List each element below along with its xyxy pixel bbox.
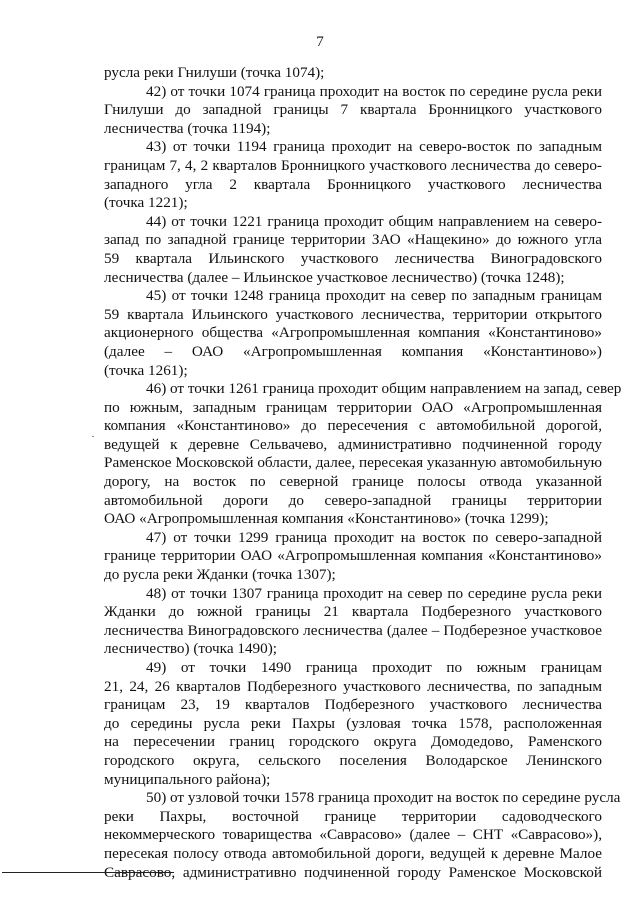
text-line: запад по западной границе территории ЗАО «Нащекино» до южного угла (104, 231, 602, 249)
text-line: компания «Константиново» до пересечения с автомобильной дорогой, (104, 417, 602, 435)
text-line: некоммерческого товарищества «Саврасово» (далее – СНТ «Саврасово»), (104, 826, 602, 844)
scan-speck (92, 436, 94, 437)
paragraph (104, 83, 602, 139)
text-line: 59 квартала Ильинского участкового лесничества, территории открытого (104, 305, 602, 323)
text-line: 44) от точки 1221 граница проходит общим направлением на северо- (146, 212, 602, 230)
text-line: на пересечении границ городского округа Домодедово, Раменского (104, 733, 602, 751)
text-line: лесничества (далее – Ильинское участковое лесничество) (точка 1248); (104, 268, 565, 286)
text-line: акционерного общества «Агропромышленная компания «Константиново» (104, 324, 602, 342)
text-line: границам 23, 19 кварталов Подберезного участкового лесничества (104, 696, 602, 714)
text-line: русла реки Гнилуши (точка 1074); (104, 64, 325, 81)
text-line: по южным, западным границам территории ОАО «Агропромышленная (104, 398, 602, 416)
text-line: западного угла 2 квартала Бронницкого участкового лесничества (104, 175, 602, 193)
paragraph (104, 585, 602, 659)
text-line: границе территории ОАО «Агропромышленная компания «Константиново» (104, 547, 602, 565)
paragraph (104, 380, 622, 529)
text-line: Жданки до южной границы 21 квартала Подберезного участкового (104, 603, 602, 621)
text-line: до середины русла реки Пахры (узловая точка 1578, расположенная (104, 714, 602, 732)
paragraph (104, 213, 602, 287)
footer-rule (2, 872, 174, 873)
paragraph (104, 789, 621, 882)
text-line: городского округа, сельского поселения Володарское Ленинского (104, 751, 602, 769)
paragraph (104, 138, 602, 212)
document-body (104, 64, 622, 882)
page-number: 7 (316, 34, 324, 50)
text-line: Гнилуши до западной границы 7 квартала Бронницкого участкового (104, 101, 602, 119)
text-line: (далее – ОАО «Агропромышленная компания «Константиново») (104, 342, 602, 360)
text-line: 59 квартала Ильинского участкового лесничества Виноградовского (104, 249, 602, 267)
text-line: (точка 1261); (104, 361, 188, 379)
paragraph (104, 64, 602, 83)
text-line: 50) от узловой точки 1578 граница проходит на восток по середине русла (146, 789, 621, 807)
text-line: 48) от точки 1307 граница проходит на север по середине русла реки (146, 584, 602, 602)
text-line: лесничества Виноградовского лесничества (далее – Подберезное участковое (104, 621, 602, 639)
text-line: границам 7, 4, 2 кварталов Бронницкого участкового лесничества до северо- (104, 156, 602, 174)
text-line: 42) от точки 1074 граница проходит на восток по середине русла реки (146, 82, 602, 100)
text-line: лесничества (точка 1194); (104, 119, 271, 137)
text-line: 46) от точки 1261 граница проходит общим направлением на запад, север (146, 380, 622, 398)
text-line: до русла реки Жданки (точка 1307); (104, 566, 336, 584)
text-line: дорогу, на восток по северной границе полосы отвода указанной (104, 473, 602, 491)
paragraph (104, 659, 602, 789)
text-line: 45) от точки 1248 граница проходит на север по западным границам (146, 287, 602, 305)
text-line: (точка 1221); (104, 194, 188, 212)
paragraph (104, 287, 602, 380)
text-line: 43) от точки 1194 граница проходит на северо-восток по западным (146, 138, 602, 156)
text-line: 21, 24, 26 кварталов Подберезного участкового лесничества, по западным (104, 677, 602, 695)
text-line: реки Пахры, восточной границе территории садоводческого (104, 807, 602, 825)
text-line: пересекая полосу отвода автомобильной дороги, ведущей к деревне Малое (104, 844, 602, 862)
text-line: Раменское Московской области, далее, пересекая указанную автомобильную (104, 454, 602, 472)
text-line: ведущей к деревне Сельвачево, административно подчиненной городу (104, 435, 602, 453)
text-line: автомобильной дороги до северо-западной границы территории (104, 491, 602, 509)
text-line: Саврасово, административно подчиненной городу Раменское Московской (104, 863, 602, 881)
paragraph (104, 529, 602, 585)
text-line: лесничество) (точка 1490); (104, 640, 278, 658)
text-line: муниципального района); (104, 770, 271, 788)
text-line: 49) от точки 1490 граница проходит по южным границам (146, 659, 602, 676)
text-line: ОАО «Агропромышленная компания «Константиново» (точка 1299); (104, 510, 549, 528)
text-line: 47) от точки 1299 граница проходит на восток по северо-западной (146, 528, 602, 546)
